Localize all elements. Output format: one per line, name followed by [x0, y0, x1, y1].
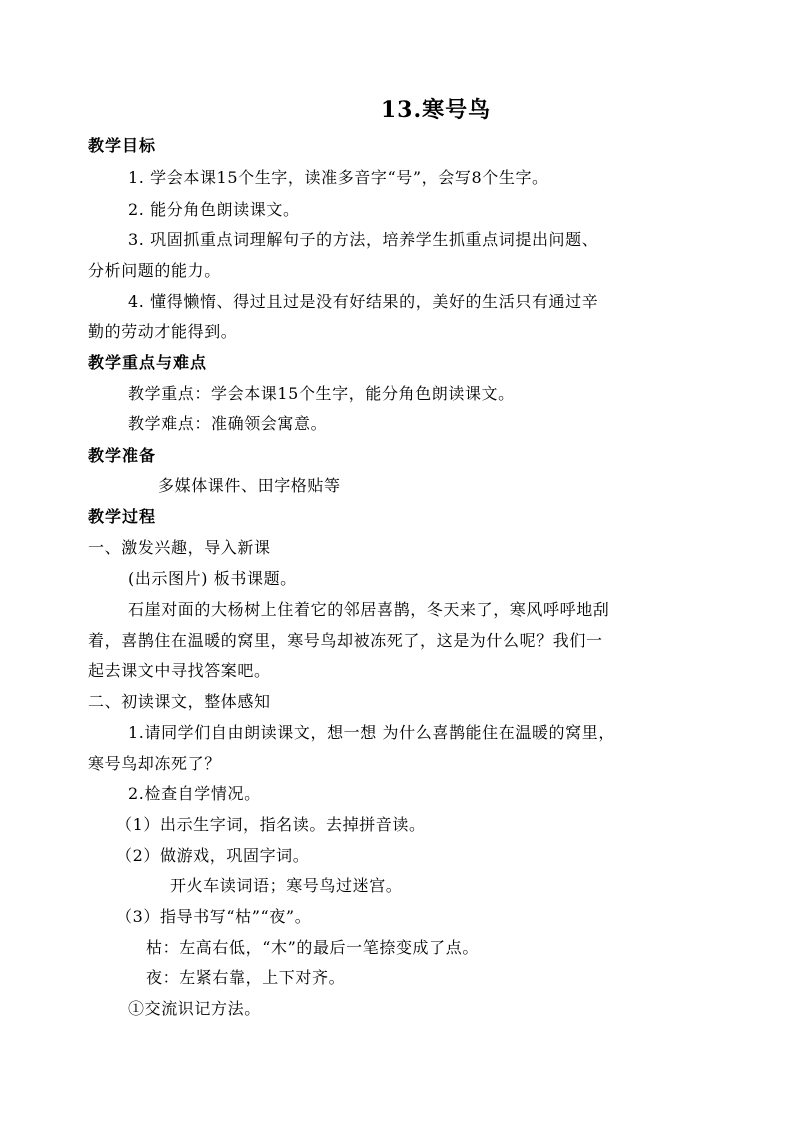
goal-line-3-continued: 分析问题的能力。	[88, 261, 221, 280]
process-line-14: 枯：左高右低，“木”的最后一笔捺变成了点。	[146, 938, 479, 957]
section-heading-goals: 教学目标	[88, 136, 157, 155]
process-line-12: 开火车读词语；寒号鸟过迷宫。	[170, 876, 403, 895]
process-line-3: 石崖对面的大杨树上住着它的邻居喜鹊，冬天来了，寒风呼呼地刮	[128, 600, 610, 619]
preparation-line-1: 多媒体课件、田字格贴等	[158, 476, 341, 495]
process-line-13: （3）指导书写“枯”“夜”。	[116, 907, 312, 926]
process-line-16: ①交流识记方法。	[128, 999, 261, 1018]
process-line-6: 二、初读课文，整体感知	[88, 692, 271, 711]
process-line-7: 1.请同学们自由朗读课文，想一想 为什么喜鹊能住在温暖的窝里，	[128, 723, 615, 742]
process-line-15: 夜：左紧右靠，上下对齐。	[146, 968, 346, 987]
process-line-4: 着，喜鹊住在温暖的窝里，寒号鸟却被冻死了，这是为什么呢？我们一	[88, 631, 603, 650]
page-title	[0, 96, 794, 124]
process-line-2: (出示图片) 板书课题。	[128, 569, 297, 588]
key-point-line-2: 教学难点：准确领会寓意。	[128, 414, 328, 433]
section-heading-key-points: 教学重点与难点	[88, 353, 208, 372]
title-text: 13.寒号鸟	[380, 97, 492, 123]
process-line-10: （1）出示生字词，指名读。去掉拼音读。	[116, 815, 426, 834]
key-point-line-1: 教学重点：学会本课15个生字，能分角色朗读课文。	[128, 384, 515, 403]
process-line-9: 2.检查自学情况。	[128, 784, 261, 803]
process-line-1: 一、激发兴趣，导入新课	[88, 538, 271, 557]
process-line-5: 起去课文中寻找答案吧。	[88, 661, 271, 680]
section-heading-process: 教学过程	[88, 507, 157, 526]
section-heading-preparation: 教学准备	[88, 446, 157, 465]
goal-line-3: 3. 巩固抓重点词理解句子的方法，培养学生抓重点词提出问题、	[128, 230, 599, 249]
process-line-8: 寒号鸟却冻死了？	[88, 754, 221, 773]
goal-line-1: 1. 学会本课15个生字，读准多音字“号”，会写8个生字。	[128, 168, 549, 187]
goal-line-4: 4. 懂得懒惰、得过且过是没有好结果的，美好的生活只有通过辛	[128, 292, 599, 311]
process-line-11: （2）做游戏，巩固字词。	[116, 846, 310, 865]
goal-line-4-continued: 勤的劳动才能得到。	[88, 322, 238, 341]
goal-line-2: 2. 能分角色朗读课文。	[128, 200, 300, 219]
